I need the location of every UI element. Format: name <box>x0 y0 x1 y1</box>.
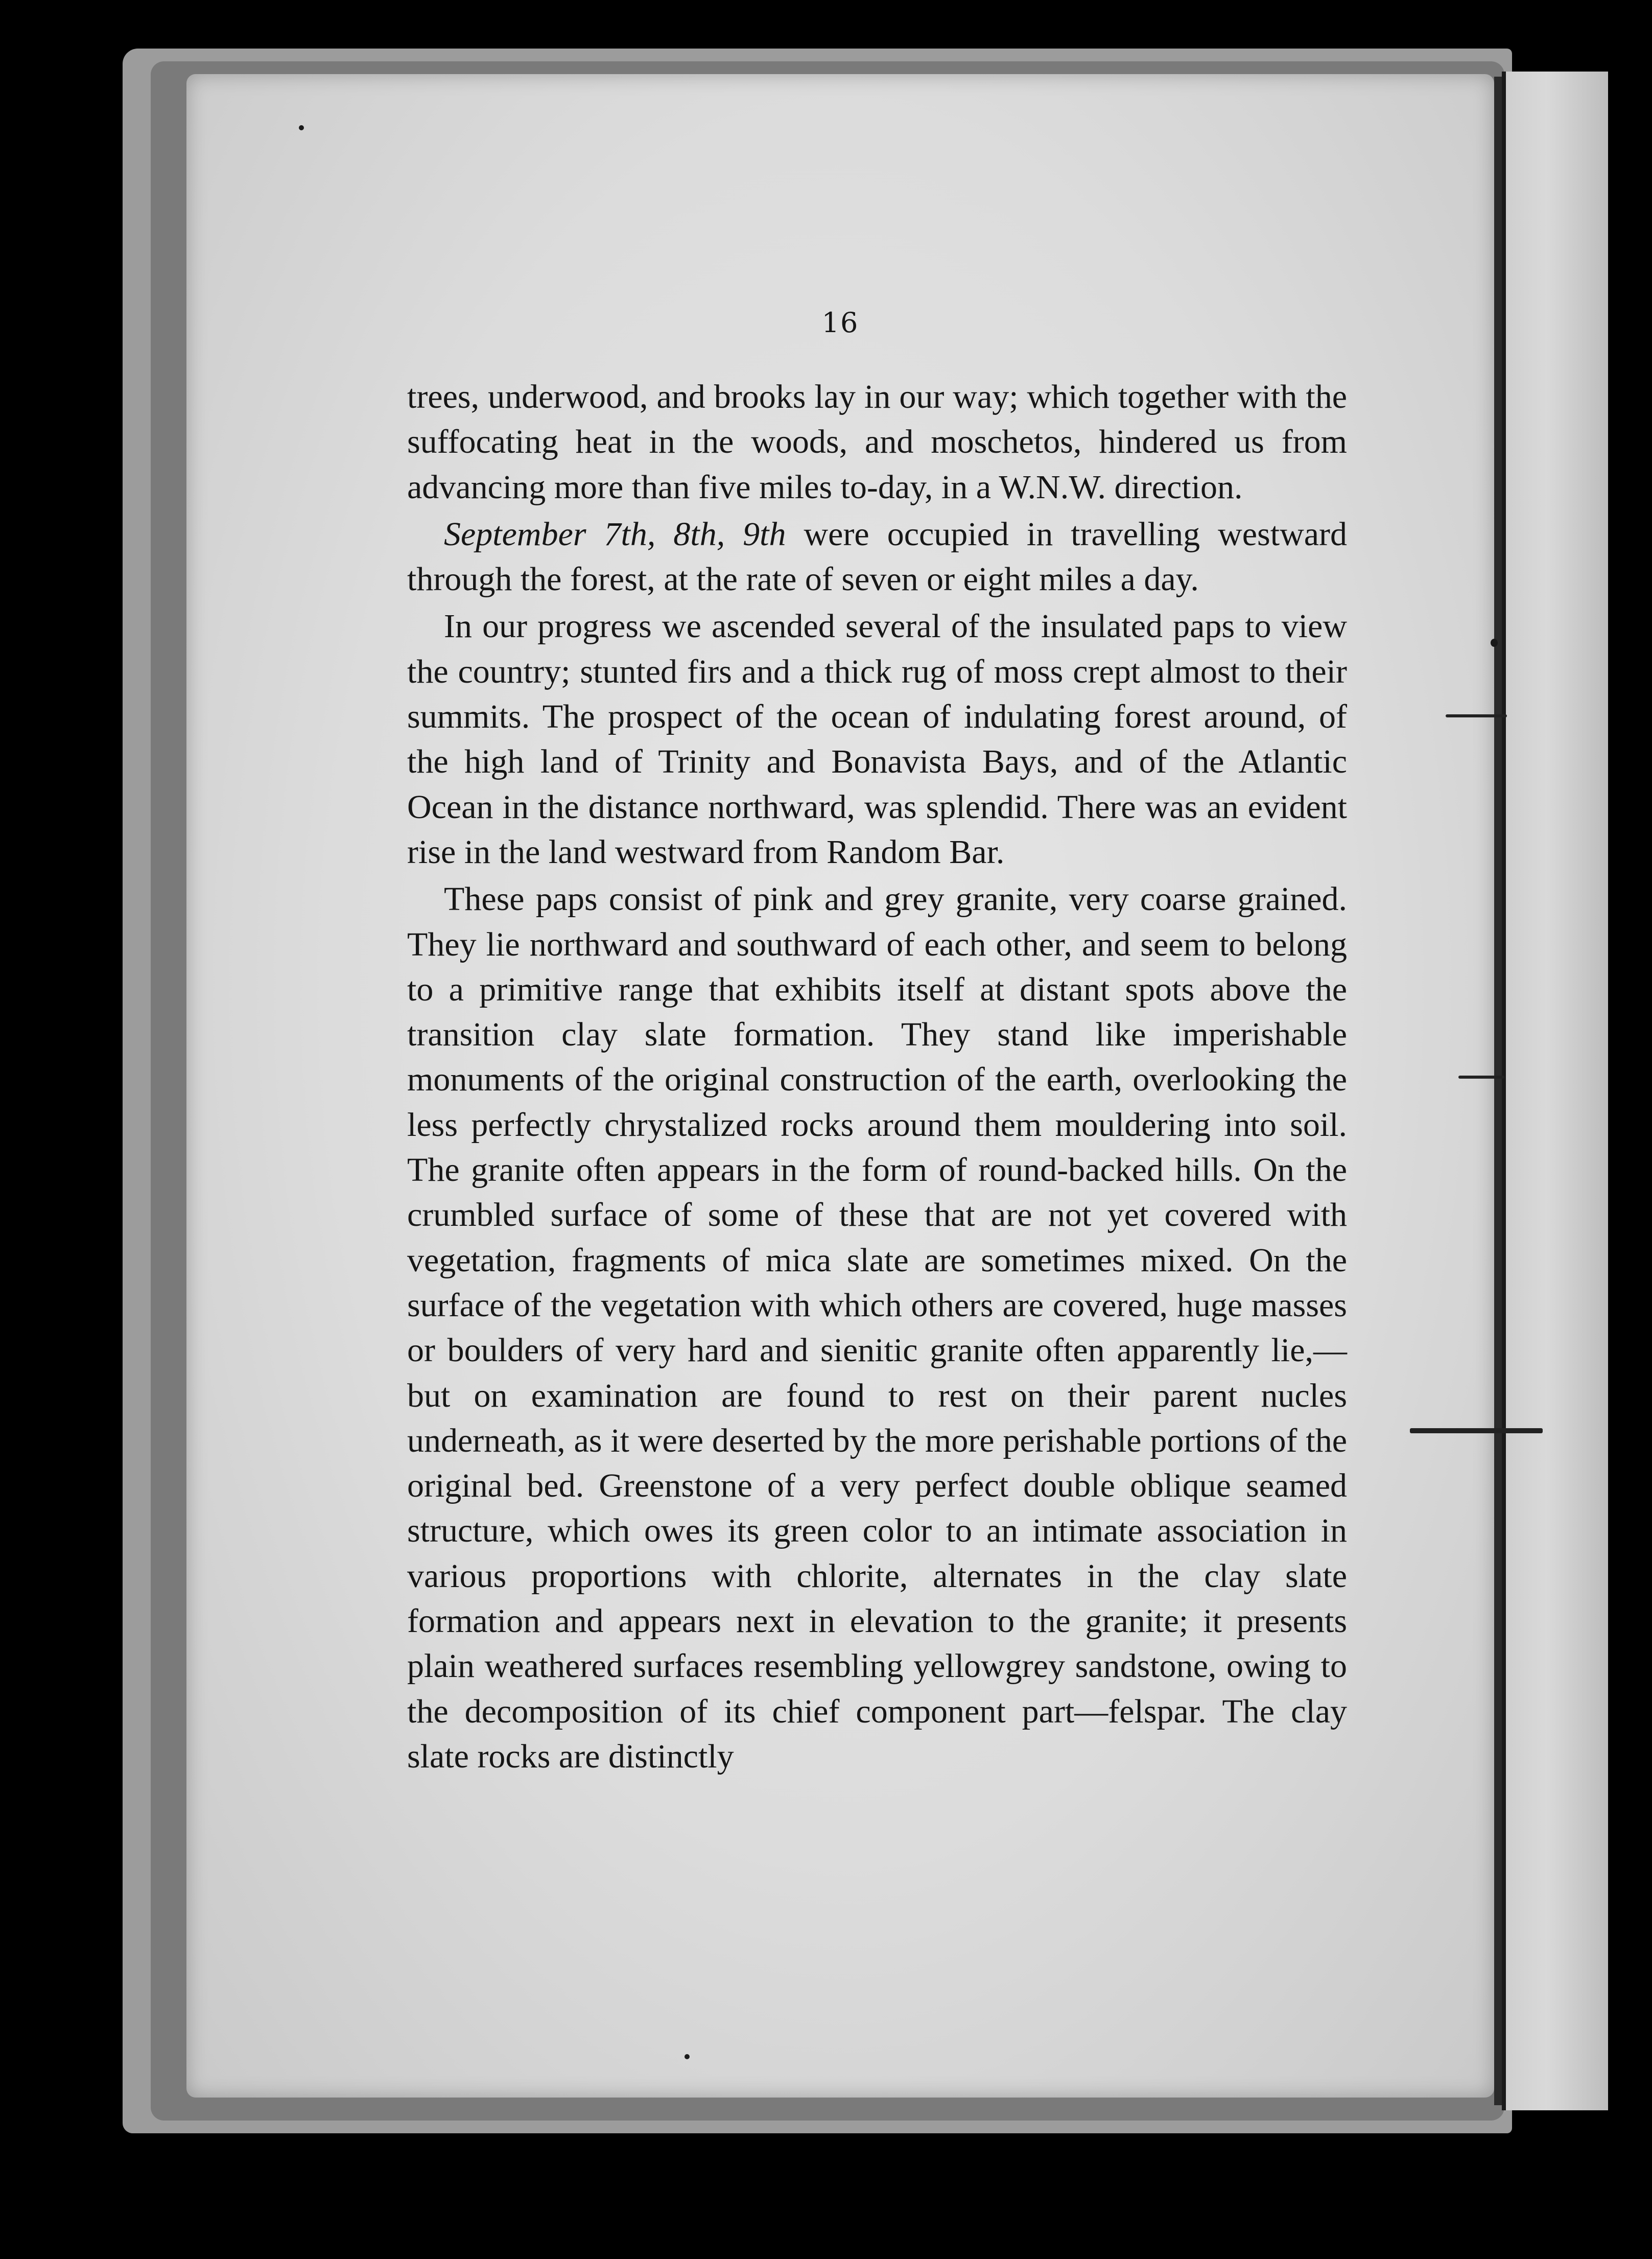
paragraph-september <box>407 512 1347 602</box>
paragraph-text: These paps consist of pink and grey granite, very coarse grained. They lie northward and southward of each other, and seem to belong to a primitive range that exhibits itself at distant spots above the transition clay slate formation. They stand like imperishable monuments of the original construction of the earth, overlooking the less perfectly chrystalized rocks around them mouldering into soil. The granite often appears in the form of round-backed hills. On the crumbled surface of some of these that are not yet covered with vegetation, fragments of mica slate are sometimes mixed. On the surface of the vegetation with which others are covered, huge masses or boulders of very hard and sienitic granite often apparently lie,—but on examination are found to rest on their parent nucles underneath, as it were deserted by the more perishable portions of the original bed. Greenstone of a very perfect double oblique seamed structure, which owes its green color to an intimate association in various proportions with chlorite, alternates in the clay slate formation and appears next in elevation to the granite; it presents plain weathered surfaces resembling yellowgrey sandstone, owing to the decomposition of its chief component part—felspar. The clay slate rocks are distinctly <box>407 880 1347 1775</box>
margin-tear-mark <box>1410 1428 1543 1433</box>
paragraph-text: trees, underwood, and brooks lay in our way; which together with the suffocating heat in the woods, and moschetos, hindered us from advancing more than five miles to-day, in a W.N.W. direction. <box>407 378 1347 506</box>
adjacent-page-edge <box>1502 72 1608 2110</box>
paragraph-text: In our progress we ascended several of the insulated paps to view the country; stunted firs and a thick rug of moss crept almost to their summits. The prospect of the ocean of indulating forest around, of the high land of Trinity and Bonavista Bays, and of the Atlantic Ocean in the distance northward, was splendid. There was an evident rise in the land westward from Random Bar. <box>407 608 1347 871</box>
book-page <box>186 74 1494 2098</box>
paragraph-date: September 7th, 8th, 9th <box>444 515 786 553</box>
margin-tear-mark <box>1458 1076 1504 1079</box>
margin-dot <box>299 125 304 130</box>
margin-dot <box>1491 639 1498 647</box>
paragraph-progress <box>407 604 1347 875</box>
paragraph-continuation <box>407 375 1347 510</box>
body-text <box>407 375 1347 1781</box>
paragraph-geology <box>407 877 1347 1779</box>
paragraph-text: were occupied in travelling westward through the forest, at the rate of seven or eight miles a day. <box>407 515 1348 598</box>
page-number: 16 <box>821 307 859 339</box>
margin-dot <box>685 2054 690 2059</box>
margin-tear-mark <box>1446 714 1507 717</box>
